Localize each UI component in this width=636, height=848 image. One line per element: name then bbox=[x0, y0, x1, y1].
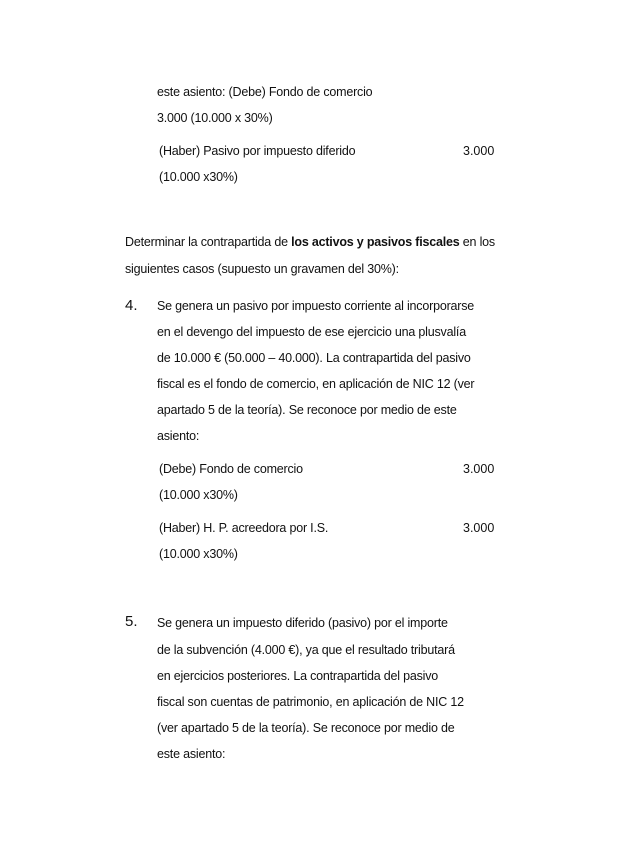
item4-debe-calc: (10.000 x30%) bbox=[159, 488, 238, 502]
item5-number: 5. bbox=[125, 613, 138, 630]
item4-debe-amount: 3.000 bbox=[463, 462, 495, 476]
instruction-line-2: siguientes casos (supuesto un gravamen del 30%): bbox=[125, 262, 399, 276]
item5-line: este asiento: bbox=[157, 747, 226, 761]
item4-line: Se genera un pasivo por impuesto corriente al incorporarse bbox=[157, 299, 475, 313]
item4-haber-calc: (10.000 x30%) bbox=[159, 547, 238, 561]
item5-line: Se genera un impuesto diferido (pasivo) por el importe bbox=[157, 616, 448, 630]
item4-haber-amount: 3.000 bbox=[463, 521, 495, 535]
item4-line: asiento: bbox=[157, 429, 200, 443]
instruction-pre: Determinar la contrapartida de bbox=[125, 235, 292, 249]
item4-line: en el devengo del impuesto de ese ejercicio una plusvalía bbox=[157, 325, 466, 339]
item5-line: de la subvención (4.000 €), ya que el resultado tributará bbox=[157, 643, 455, 657]
item5-line: en ejercicios posteriores. La contrapartida del pasivo bbox=[157, 669, 439, 683]
instruction-line-1 bbox=[125, 235, 495, 249]
item4-line: de 10.000 € (50.000 – 40.000). La contrapartida del pasivo bbox=[157, 351, 471, 365]
item4-line: fiscal es el fondo de comercio, en aplicación de NIC 12 (ver bbox=[157, 377, 475, 391]
intro-haber-amount: 3.000 bbox=[463, 144, 495, 158]
intro-haber-label: (Haber) Pasivo por impuesto diferido bbox=[159, 144, 356, 158]
item4-haber-label: (Haber) H. P. acreedora por I.S. bbox=[159, 521, 329, 535]
item4-number: 4. bbox=[125, 297, 138, 314]
intro-line-1: este asiento: (Debe) Fondo de comercio bbox=[157, 85, 373, 99]
item5-line: (ver apartado 5 de la teoría). Se reconoce por medio de bbox=[157, 721, 455, 735]
item4-line: apartado 5 de la teoría). Se reconoce por medio de este bbox=[157, 403, 457, 417]
item5-line: fiscal son cuentas de patrimonio, en aplicación de NIC 12 bbox=[157, 695, 464, 709]
instruction-bold: los activos y pasivos fiscales bbox=[291, 235, 460, 249]
item4-debe-label: (Debe) Fondo de comercio bbox=[159, 462, 303, 476]
instruction-post: en los bbox=[459, 235, 495, 249]
intro-line-2: 3.000 (10.000 x 30%) bbox=[157, 111, 273, 125]
intro-haber-calc: (10.000 x30%) bbox=[159, 170, 238, 184]
